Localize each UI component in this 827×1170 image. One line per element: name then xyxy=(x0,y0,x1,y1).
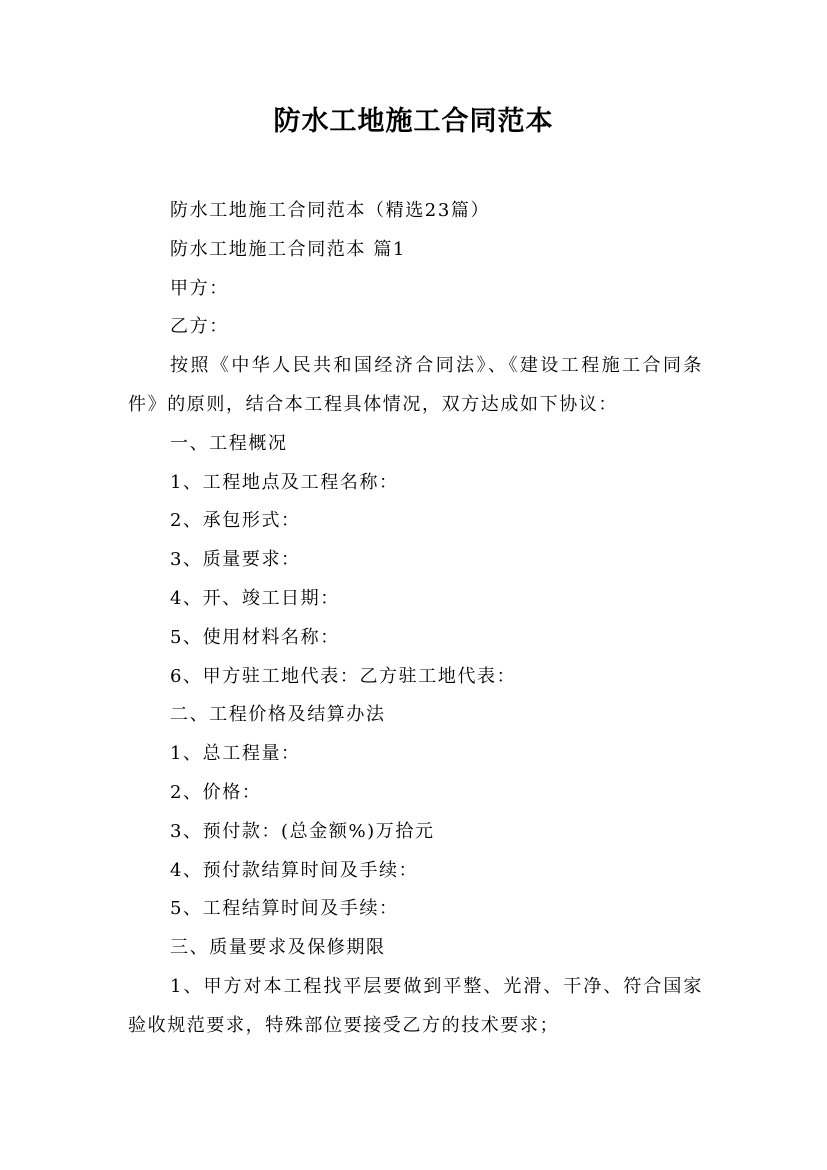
paragraph: 5、工程结算时间及手续： xyxy=(170,898,399,920)
paragraph: 1、总工程量： xyxy=(170,743,301,765)
paragraph: 防水工地施工合同范本 篇1 xyxy=(170,238,406,260)
document-title: 防水工地施工合同范本 xyxy=(273,106,554,137)
paragraph: 6、甲方驻工地代表：乙方驻工地代表： xyxy=(170,665,517,687)
paragraph: 1、工程地点及工程名称： xyxy=(170,471,399,493)
paragraph: 一、工程概况 xyxy=(170,432,288,454)
paragraph: 二、工程价格及结算办法 xyxy=(170,704,386,726)
paragraph: 3、质量要求： xyxy=(170,549,301,571)
paragraph: 5、使用材料名称： xyxy=(170,626,340,648)
paragraph: 3、预付款：(总金额%)万拾元 xyxy=(170,820,435,842)
paragraph: 2、承包形式： xyxy=(170,510,301,532)
document-body xyxy=(128,192,703,1046)
paragraph: 乙方： xyxy=(170,316,229,338)
paragraph: 2、价格： xyxy=(170,781,262,803)
paragraph: 按照《中华人民共和国经济合同法》、《建设工程施工合同条件》的原则，结合本工程具体情况，双方达成如下协议： xyxy=(128,355,703,415)
paragraph: 防水工地施工合同范本（精选23篇） xyxy=(170,200,491,221)
paragraph: 4、预付款结算时间及手续： xyxy=(170,859,419,881)
paragraph: 三、质量要求及保修期限 xyxy=(170,937,386,959)
paragraph: 1、甲方对本工程找平层要做到平整、光滑、干净、符合国家验收规范要求，特殊部位要接受乙方的技术要求； xyxy=(128,975,703,1036)
paragraph: 4、开、竣工日期： xyxy=(170,587,340,609)
paragraph: 甲方： xyxy=(170,277,229,299)
